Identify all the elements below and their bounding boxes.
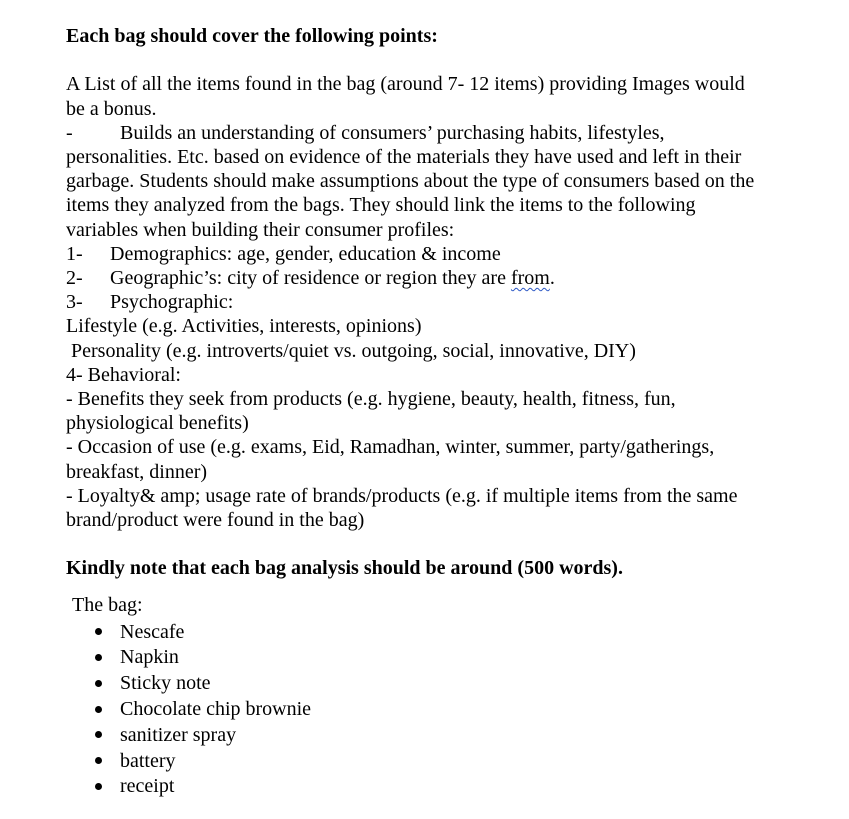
- variable-text: Demographics: age, gender, education & income: [110, 242, 501, 265]
- understanding-paragraph: [66, 121, 766, 242]
- variable-text: Geographic’s: city of residence or region they are: [110, 267, 506, 290]
- understanding-rest: personalities. Etc. based on evidence of the materials they have used and left in their garbage. Students should make assumptions about the type of consumers based on the items they analyzed from the bags. They should link the items to the following variables when building their consumer profiles:: [66, 146, 755, 241]
- variable-item-demographics: [66, 242, 766, 266]
- list-item: [66, 619, 766, 645]
- bag-item-label: Napkin: [120, 646, 179, 669]
- list-item: [66, 696, 766, 722]
- variable-number: 3-: [66, 291, 83, 314]
- occasion-line: - Occasion of use (e.g. exams, Eid, Ramadhan, winter, summer, party/gatherings, breakfast, dinner): [66, 436, 715, 483]
- bag-item-label: battery: [120, 749, 176, 772]
- variable-text-wrap: [110, 266, 555, 290]
- variable-item-geographic: [66, 266, 766, 290]
- bullet-icon: [95, 757, 102, 764]
- bag-item-label: sanitizer spray: [120, 723, 237, 746]
- variable-item-psychographic: [66, 290, 766, 314]
- bag-title: The bag:: [72, 593, 143, 616]
- understanding-first-line: Builds an understanding of consumers’ purchasing habits, lifestyles,: [120, 121, 665, 144]
- list-item: [66, 774, 766, 800]
- bag-item-label: Sticky note: [120, 672, 211, 695]
- bag-item-label: Nescafe: [120, 620, 185, 643]
- loyalty-line: - Loyalty& amp; usage rate of brands/products (e.g. if multiple items from the same brand/product were found in the bag): [66, 484, 738, 532]
- bullet-icon: [95, 680, 102, 687]
- bag-item-label: receipt: [120, 775, 175, 798]
- document-page: [66, 24, 766, 799]
- bullet-icon: [95, 628, 102, 635]
- spacer: [66, 532, 766, 556]
- word-count-note: Kindly note that each bag analysis should be around (500 words).: [66, 557, 623, 580]
- bullet-icon: [95, 731, 102, 738]
- bullet-icon: [95, 706, 102, 713]
- dash-marker: -: [66, 121, 73, 144]
- list-item: [66, 748, 766, 774]
- bullet-icon: [95, 654, 102, 661]
- list-item: [66, 645, 766, 671]
- benefits-line: - Benefits they seek from products (e.g. hygiene, beauty, health, fitness, fun, physiological benefits): [66, 388, 676, 435]
- document-heading: Each bag should cover the following points:: [66, 25, 438, 47]
- variable-text: Psychographic:: [110, 291, 234, 314]
- intro-paragraph: A List of all the items found in the bag (around 7- 12 items) providing Images would be a bonus.: [66, 73, 745, 120]
- bullet-icon: [95, 783, 102, 790]
- variable-number: 1-: [66, 242, 83, 265]
- bag-item-label: Chocolate chip brownie: [120, 698, 312, 721]
- spacer: [66, 48, 766, 72]
- bag-item-list: [66, 619, 766, 800]
- behavioral-line: 4- Behavioral:: [66, 363, 181, 386]
- variable-number: 2-: [66, 267, 83, 290]
- lifestyle-line: Lifestyle (e.g. Activities, interests, opinions): [66, 315, 422, 338]
- spelling-flagged-word[interactable]: from: [510, 267, 550, 290]
- personality-line: Personality (e.g. introverts/quiet vs. outgoing, social, innovative, DIY): [71, 339, 636, 362]
- list-item: [66, 670, 766, 696]
- list-item: [66, 722, 766, 748]
- variable-tail: .: [549, 267, 555, 290]
